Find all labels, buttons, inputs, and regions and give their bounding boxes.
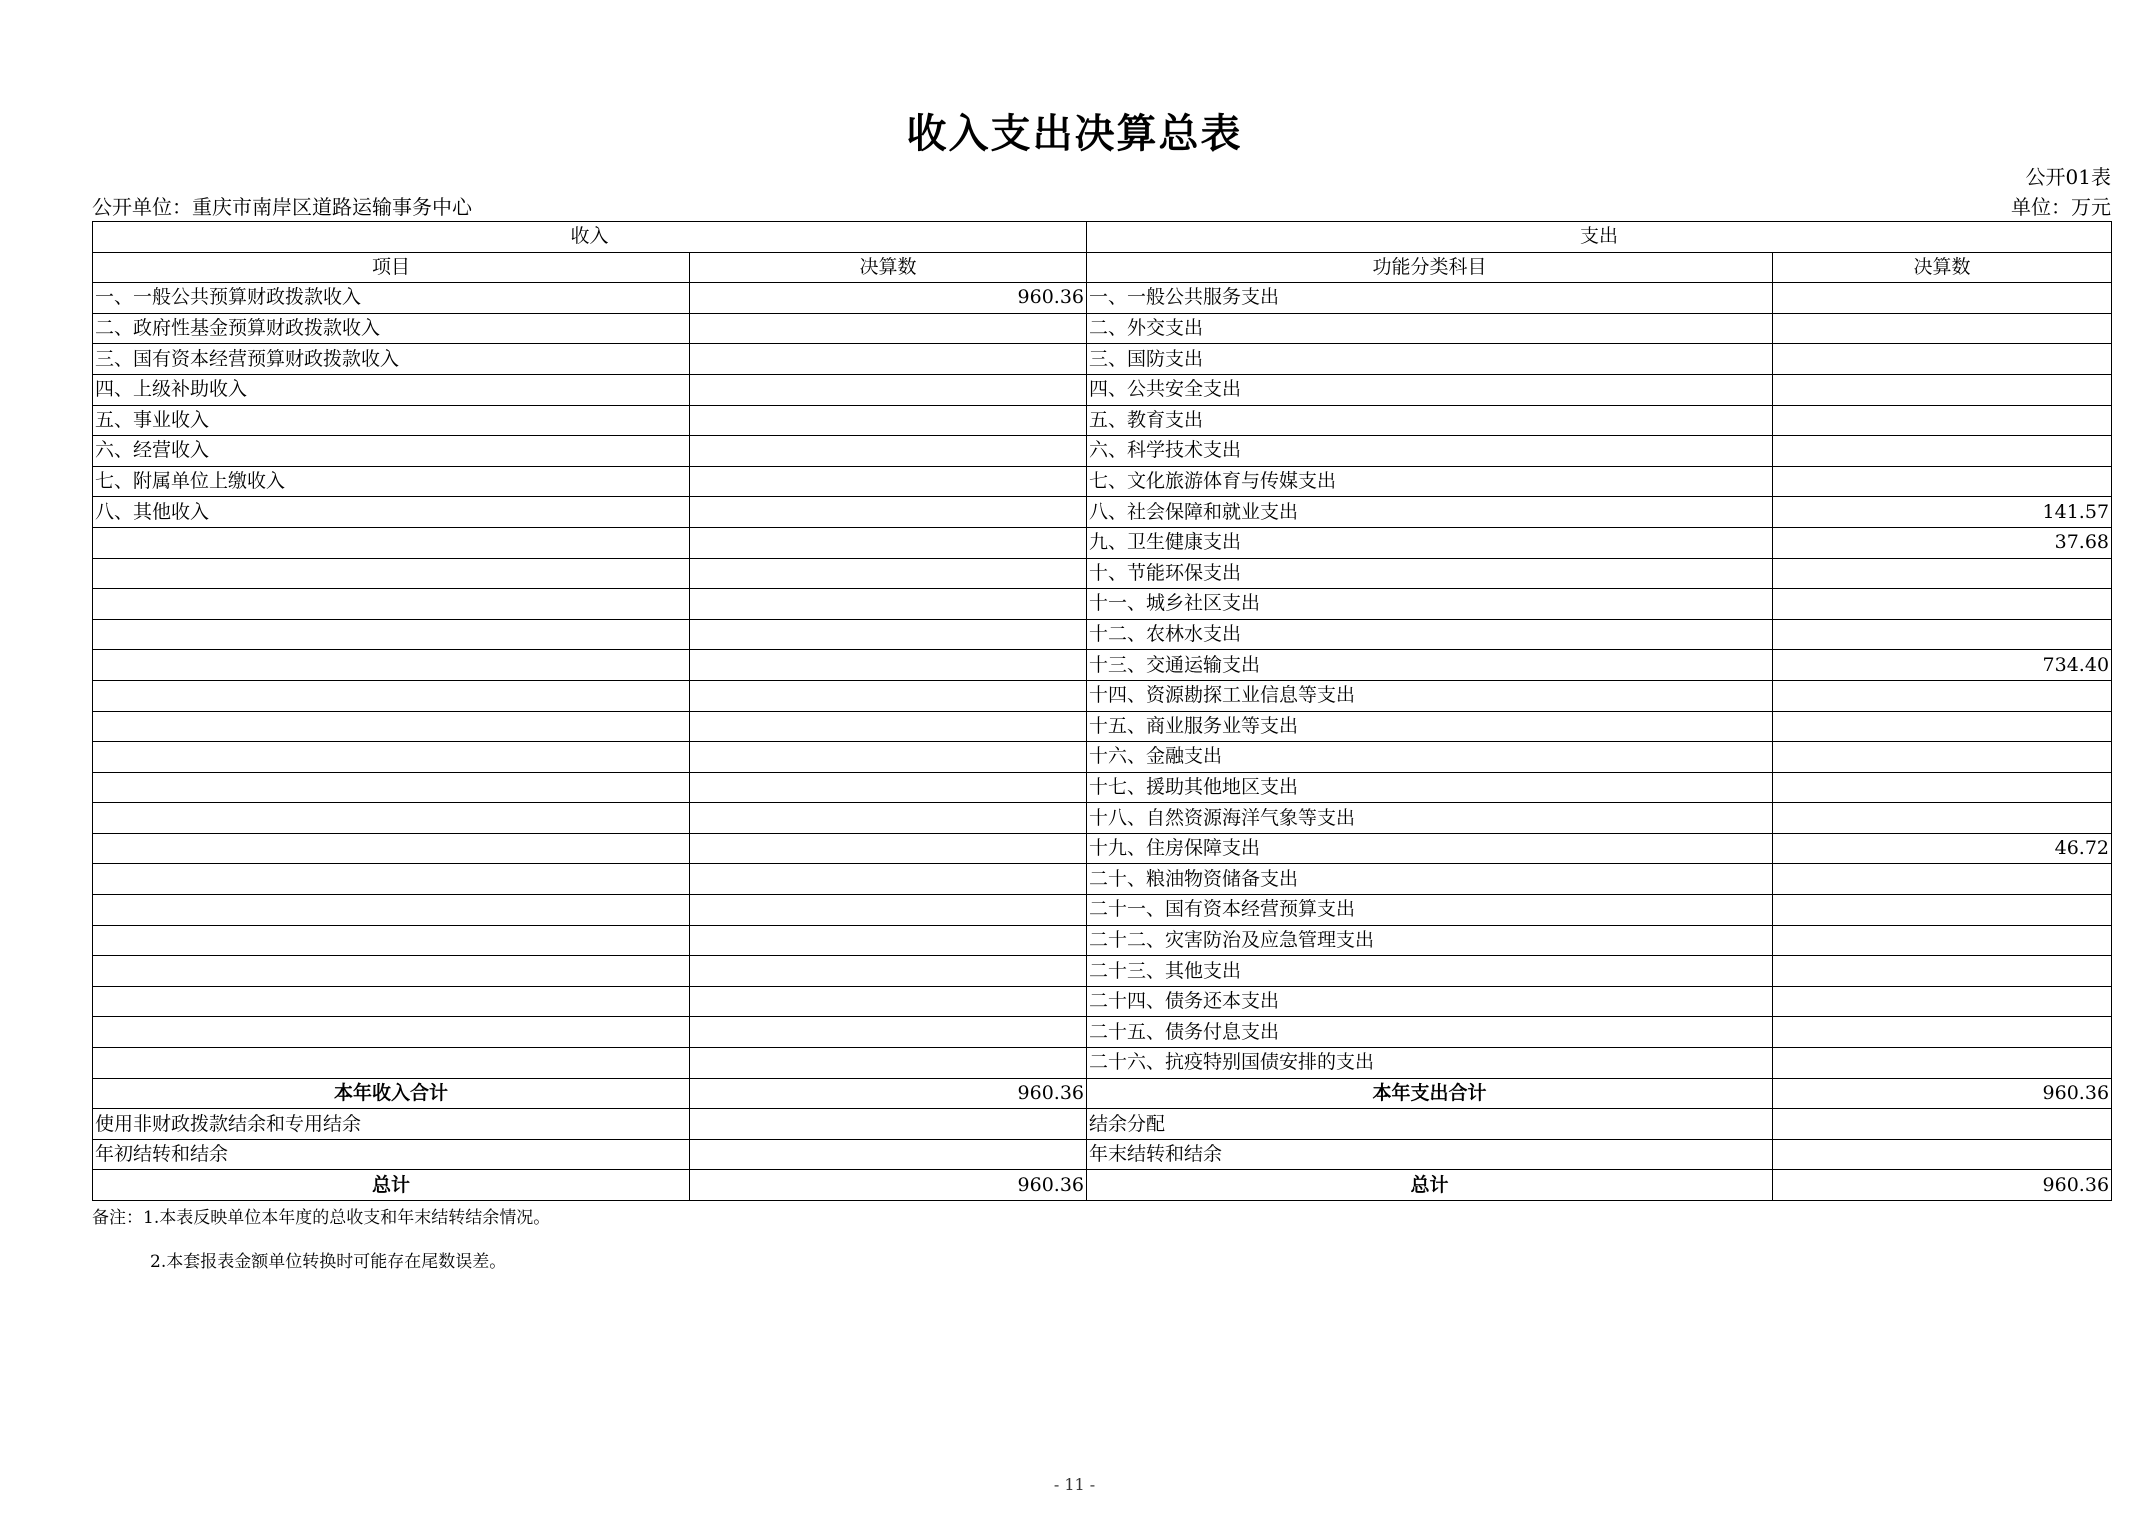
table-row <box>93 772 2112 803</box>
expense-item-value <box>1773 895 2112 926</box>
expense-item-label: 十六、金融支出 <box>1087 742 1773 773</box>
income-item-label <box>93 742 690 773</box>
income-item-value <box>690 497 1087 528</box>
expense-item-value <box>1773 283 2112 314</box>
income-item-label <box>93 986 690 1017</box>
col-header-item: 项目 <box>93 252 690 283</box>
expense-group-header: 支出 <box>1087 222 2112 253</box>
income-item-value <box>690 925 1087 956</box>
income-item-label <box>93 711 690 742</box>
expense-item-label: 二十一、国有资本经营预算支出 <box>1087 895 1773 926</box>
expense-item-value <box>1773 466 2112 497</box>
expense-item-label: 二十三、其他支出 <box>1087 956 1773 987</box>
table-row <box>93 1048 2112 1079</box>
expense-item-value <box>1773 619 2112 650</box>
income-item-value <box>690 742 1087 773</box>
income-item-value <box>690 772 1087 803</box>
income-item-value <box>690 680 1087 711</box>
expense-item-value <box>1773 374 2112 405</box>
expense-item-value <box>1773 344 2112 375</box>
income-item-label <box>93 619 690 650</box>
income-subtotal-label: 本年收入合计 <box>93 1078 690 1109</box>
table-row <box>93 527 2112 558</box>
expense-item-value <box>1773 1048 2112 1079</box>
extra-income-label: 使用非财政拨款结余和专用结余 <box>93 1109 690 1140</box>
income-item-label <box>93 1048 690 1079</box>
reporting-unit: 公开单位：重庆市南岸区道路运输事务中心 <box>92 195 472 219</box>
income-item-value <box>690 466 1087 497</box>
income-item-label <box>93 1017 690 1048</box>
expense-item-value <box>1773 436 2112 467</box>
expense-item-value <box>1773 956 2112 987</box>
income-item-label: 七、附属单位上缴收入 <box>93 466 690 497</box>
income-item-value <box>690 803 1087 834</box>
grand-total-income-label: 总计 <box>93 1170 690 1201</box>
extra-row <box>93 1139 2112 1170</box>
income-item-value <box>690 344 1087 375</box>
table-row <box>93 864 2112 895</box>
income-item-value <box>690 527 1087 558</box>
expense-item-label: 二十五、债务付息支出 <box>1087 1017 1773 1048</box>
extra-income-label: 年初结转和结余 <box>93 1139 690 1170</box>
income-item-value <box>690 1048 1087 1079</box>
income-item-value <box>690 405 1087 436</box>
table-row <box>93 711 2112 742</box>
income-item-label: 三、国有资本经营预算财政拨款收入 <box>93 344 690 375</box>
table-footer <box>93 1078 2112 1200</box>
expense-item-value <box>1773 986 2112 1017</box>
expense-item-label: 一、一般公共服务支出 <box>1087 283 1773 314</box>
income-subtotal-value: 960.36 <box>690 1078 1087 1109</box>
form-code: 公开01表 <box>2025 165 2111 189</box>
income-item-label <box>93 680 690 711</box>
income-item-label <box>93 925 690 956</box>
expense-item-value <box>1773 589 2112 620</box>
note-1: 备注：1.本表反映单位本年度的总收支和年末结转结余情况。 <box>92 1208 551 1228</box>
expense-item-label: 十、节能环保支出 <box>1087 558 1773 589</box>
income-item-label <box>93 864 690 895</box>
expense-subtotal-label: 本年支出合计 <box>1087 1078 1773 1109</box>
expense-item-label: 十一、城乡社区支出 <box>1087 589 1773 620</box>
income-item-label: 六、经营收入 <box>93 436 690 467</box>
table-row <box>93 344 2112 375</box>
income-item-label <box>93 956 690 987</box>
extra-income-value <box>690 1109 1087 1140</box>
income-item-label: 四、上级补助收入 <box>93 374 690 405</box>
income-item-value <box>690 1017 1087 1048</box>
income-item-label <box>93 895 690 926</box>
expense-item-label: 十七、援助其他地区支出 <box>1087 772 1773 803</box>
table-row <box>93 895 2112 926</box>
income-item-value <box>690 619 1087 650</box>
extra-expense-label: 年末结转和结余 <box>1087 1139 1773 1170</box>
table-row <box>93 313 2112 344</box>
expense-item-label: 六、科学技术支出 <box>1087 436 1773 467</box>
expense-item-label: 二十六、抗疫特别国债安排的支出 <box>1087 1048 1773 1079</box>
expense-item-value <box>1773 742 2112 773</box>
income-expense-table <box>92 221 2112 1201</box>
expense-item-value <box>1773 925 2112 956</box>
income-item-label: 八、其他收入 <box>93 497 690 528</box>
unit-line <box>92 194 2111 220</box>
table-row <box>93 650 2112 681</box>
grand-total-income-value: 960.36 <box>690 1170 1087 1201</box>
income-item-value <box>690 589 1087 620</box>
expense-item-label: 三、国防支出 <box>1087 344 1773 375</box>
income-item-label <box>93 527 690 558</box>
expense-item-value: 734.40 <box>1773 650 2112 681</box>
income-item-label <box>93 589 690 620</box>
income-item-value <box>690 558 1087 589</box>
page-title: 收入支出决算总表 <box>906 111 1243 157</box>
expense-item-label: 八、社会保障和就业支出 <box>1087 497 1773 528</box>
table-row <box>93 986 2112 1017</box>
extra-row <box>93 1109 2112 1140</box>
col-header-expense-amount: 决算数 <box>1773 252 2112 283</box>
table-row <box>93 925 2112 956</box>
table-row <box>93 833 2112 864</box>
expense-item-value <box>1773 558 2112 589</box>
income-item-value <box>690 833 1087 864</box>
expense-item-label: 十九、住房保障支出 <box>1087 833 1773 864</box>
expense-item-value <box>1773 405 2112 436</box>
table-row <box>93 589 2112 620</box>
col-header-function: 功能分类科目 <box>1087 252 1773 283</box>
table-row <box>93 374 2112 405</box>
income-item-label: 一、一般公共预算财政拨款收入 <box>93 283 690 314</box>
table-row <box>93 558 2112 589</box>
expense-item-value <box>1773 313 2112 344</box>
currency-unit: 单位：万元 <box>2011 195 2111 219</box>
expense-item-value: 141.57 <box>1773 497 2112 528</box>
income-item-label <box>93 833 690 864</box>
income-item-label <box>93 650 690 681</box>
extra-expense-value <box>1773 1109 2112 1140</box>
grand-total-expense-value: 960.36 <box>1773 1170 2112 1201</box>
expense-item-value: 37.68 <box>1773 527 2112 558</box>
income-item-value <box>690 895 1087 926</box>
expense-item-label: 二十二、灾害防治及应急管理支出 <box>1087 925 1773 956</box>
grand-total-row <box>93 1170 2112 1201</box>
income-item-value <box>690 986 1087 1017</box>
income-item-label: 二、政府性基金预算财政拨款收入 <box>93 313 690 344</box>
table-row <box>93 405 2112 436</box>
col-header-income-amount: 决算数 <box>690 252 1087 283</box>
income-item-label <box>93 772 690 803</box>
subtotal-row <box>93 1078 2112 1109</box>
expense-item-value <box>1773 772 2112 803</box>
expense-item-value <box>1773 864 2112 895</box>
income-item-value <box>690 711 1087 742</box>
extra-expense-label: 结余分配 <box>1087 1109 1773 1140</box>
expense-item-label: 十二、农林水支出 <box>1087 619 1773 650</box>
expense-item-label: 四、公共安全支出 <box>1087 374 1773 405</box>
table-row <box>93 497 2112 528</box>
expense-item-value <box>1773 803 2112 834</box>
table-row <box>93 1017 2112 1048</box>
extra-expense-value <box>1773 1139 2112 1170</box>
expense-item-label: 五、教育支出 <box>1087 405 1773 436</box>
income-item-label: 五、事业收入 <box>93 405 690 436</box>
table-row <box>93 283 2112 314</box>
extra-income-value <box>690 1139 1087 1170</box>
table-row <box>93 436 2112 467</box>
expense-item-label: 二、外交支出 <box>1087 313 1773 344</box>
expense-item-label: 十四、资源勘探工业信息等支出 <box>1087 680 1773 711</box>
page-number: - 11 - <box>1053 1475 1096 1494</box>
expense-item-label: 十五、商业服务业等支出 <box>1087 711 1773 742</box>
table-row <box>93 742 2112 773</box>
income-item-value: 960.36 <box>690 283 1087 314</box>
table-row <box>93 680 2112 711</box>
table-row <box>93 956 2112 987</box>
income-item-label <box>93 803 690 834</box>
table-column-header-row <box>93 252 2112 283</box>
expense-item-label: 二十、粮油物资储备支出 <box>1087 864 1773 895</box>
income-item-value <box>690 956 1087 987</box>
expense-item-label: 七、文化旅游体育与传媒支出 <box>1087 466 1773 497</box>
expense-item-label: 十三、交通运输支出 <box>1087 650 1773 681</box>
income-item-value <box>690 313 1087 344</box>
income-item-value <box>690 436 1087 467</box>
grand-total-expense-label: 总计 <box>1087 1170 1773 1201</box>
income-item-value <box>690 650 1087 681</box>
income-item-value <box>690 864 1087 895</box>
expense-item-value <box>1773 1017 2112 1048</box>
income-item-label <box>93 558 690 589</box>
note-2: 2.本套报表金额单位转换时可能存在尾数误差。 <box>150 1252 507 1272</box>
expense-item-value <box>1773 680 2112 711</box>
table-row <box>93 466 2112 497</box>
expense-subtotal-value: 960.36 <box>1773 1078 2112 1109</box>
expense-item-label: 十八、自然资源海洋气象等支出 <box>1087 803 1773 834</box>
income-item-value <box>690 374 1087 405</box>
table-row <box>93 803 2112 834</box>
income-group-header: 收入 <box>93 222 1087 253</box>
table-group-header-row <box>93 222 2112 253</box>
expense-item-value <box>1773 711 2112 742</box>
expense-item-label: 二十四、债务还本支出 <box>1087 986 1773 1017</box>
table-body <box>93 283 2112 1078</box>
expense-item-label: 九、卫生健康支出 <box>1087 527 1773 558</box>
expense-item-value: 46.72 <box>1773 833 2112 864</box>
notes <box>92 1205 550 1275</box>
table-row <box>93 619 2112 650</box>
